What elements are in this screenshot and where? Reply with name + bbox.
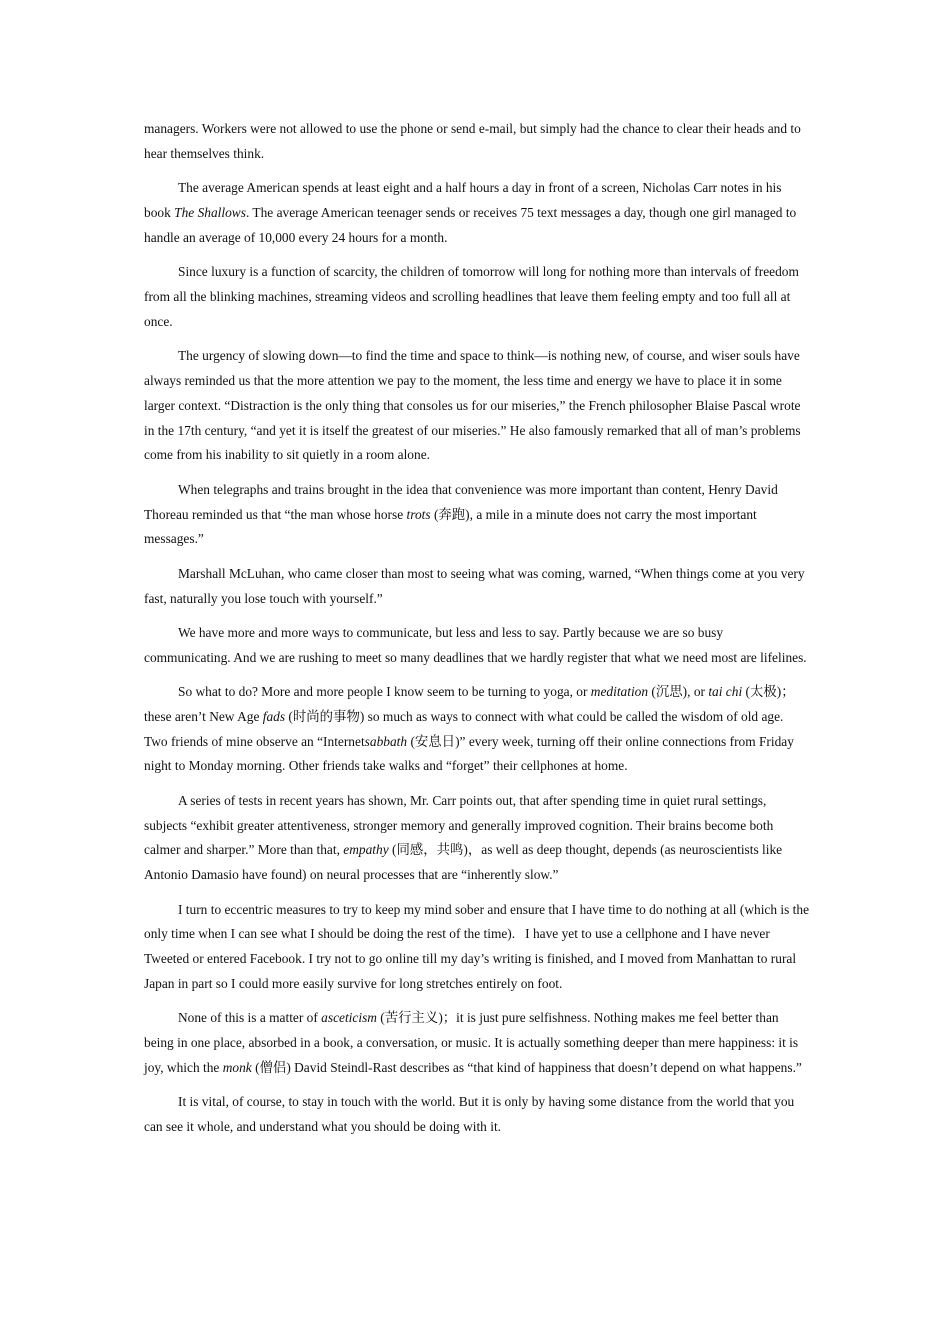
paragraph xyxy=(144,176,810,250)
paragraph xyxy=(144,117,810,167)
paragraph-text: (奔跑), a mile in a minute does not carry the most important messages.” xyxy=(144,506,761,547)
paragraph-text: (苦行主义)；it is just pure selfishness. Nothing makes me feel better than being in one place, absorbed in a book, a conversation, or music. It is actually something deeper than mere happiness: it is joy, which the xyxy=(144,1010,802,1076)
italic-term: meditation xyxy=(590,684,649,700)
paragraph-text: (安息日)” every week, turning off their online connections from Friday night to Monday morning. Other friends take walks and “forget” their cellphones at home. xyxy=(144,733,798,774)
paragraph-text: (僧侣) David Steindl-Rast describes as “that kind of happiness that doesn’t depend on what happens.” xyxy=(251,1060,802,1076)
italic-term: tai chi xyxy=(708,684,743,700)
paragraph-text: When telegraphs and trains brought in the idea that convenience was more important than content, Henry David Thoreau reminded us that “the man whose horse xyxy=(144,481,781,522)
paragraph-text: So what to do? More and more people I know seem to be turning to yoga, or xyxy=(178,684,591,700)
italic-term: asceticism xyxy=(321,1010,377,1026)
paragraph-text: (时尚的事物) so much as ways to connect with what could be called the wisdom of old age. Two friends of mine observe an “Internet xyxy=(144,708,787,749)
paragraph xyxy=(144,680,810,779)
article-body xyxy=(144,117,813,1140)
paragraph xyxy=(144,344,810,468)
italic-term: trots xyxy=(406,506,431,522)
paragraph-text: Since luxury is a function of scarcity, the children of tomorrow will long for nothing more than intervals of freedom from all the blinking machines, streaming videos and scrolling headlines that leave them feeling empty and too full all at once. xyxy=(144,264,803,329)
paragraph xyxy=(144,789,810,888)
paragraph xyxy=(144,621,810,671)
paragraph-text: None of this is a matter of xyxy=(178,1010,322,1026)
paragraph-text: (太极)；these aren’t New Age xyxy=(144,684,795,724)
paragraph-text: We have more and more ways to communicate, but less and less to say. Partly because we are so busy communicating. And we are rushing to meet so many deadlines that we hardly register that what we need most are lifelines. xyxy=(144,624,807,665)
paragraph-text: The average American spends at least eight and a half hours a day in front of a screen, Nicholas Carr notes in his book xyxy=(144,180,785,220)
paragraph-text: It is vital, of course, to stay in touch with the world. But it is only by having some distance from the world that you can see it whole, and understand what you should be doing with it. xyxy=(144,1094,798,1135)
paragraph-text: I turn to eccentric measures to try to keep my mind sober and ensure that I have time to do nothing at all (which is the only time when I can see what I should be doing the rest of the time). I have yet to use a cellphone and I have never Tweeted or entered Facebook. I try not to go online till my day’s writing is finished, and I moved from Manhattan to rural Japan in part so I could more easily survive for long stretches entirely on foot. xyxy=(144,901,813,992)
paragraph xyxy=(144,1006,810,1080)
paragraph-text: . The average American teenager sends or receives 75 text messages a day, though one girl managed to handle an average of 10,000 every 24 hours for a month. xyxy=(144,204,800,245)
paragraph xyxy=(144,562,810,612)
paragraph-text: managers. Workers were not allowed to use the phone or send e-mail, but simply had the chance to clear their heads and to hear themselves think. xyxy=(144,121,805,161)
document-page xyxy=(144,117,813,1150)
paragraph xyxy=(144,1090,810,1140)
paragraph xyxy=(144,260,810,334)
paragraph-text: Marshall McLuhan, who came closer than most to seeing what was coming, warned, “When things come at you very fast, naturally you lose touch with yourself.” xyxy=(144,565,808,606)
italic-term: sabbath xyxy=(364,733,408,749)
paragraph-text: (同感，共鸣)，as well as deep thought, depends (as neuroscientists like Antonio Damasio have found) on neural processes that are “inherently slow.” xyxy=(144,842,785,883)
paragraph xyxy=(144,478,810,552)
paragraph-text: A series of tests in recent years has shown, Mr. Carr points out, that after spending time in quiet rural settings, subjects “exhibit greater attentiveness, stronger memory and generally improved cognition. Their brains become both calmer and sharper.” More than that, xyxy=(144,792,777,858)
italic-term: monk xyxy=(222,1060,252,1076)
paragraph-text: The urgency of slowing down—to find the time and space to think—is nothing new, of course, and wiser souls have always reminded us that the more attention we pay to the moment, the less time and energy we have to place it in some larger context. “Distraction is the only thing that consoles us for our miseries,” the French philosopher Blaise Pascal wrote in the 17th century, “and yet it is itself the greatest of our miseries.” He also famously remarked that all of man’s problems come from his inability to sit quietly in a room alone. xyxy=(144,348,804,463)
paragraph xyxy=(144,898,813,997)
paragraph-text: (沉思), or xyxy=(648,684,709,700)
italic-term: The Shallows xyxy=(174,204,246,220)
italic-term: empathy xyxy=(343,842,389,858)
italic-term: fads xyxy=(262,708,286,724)
